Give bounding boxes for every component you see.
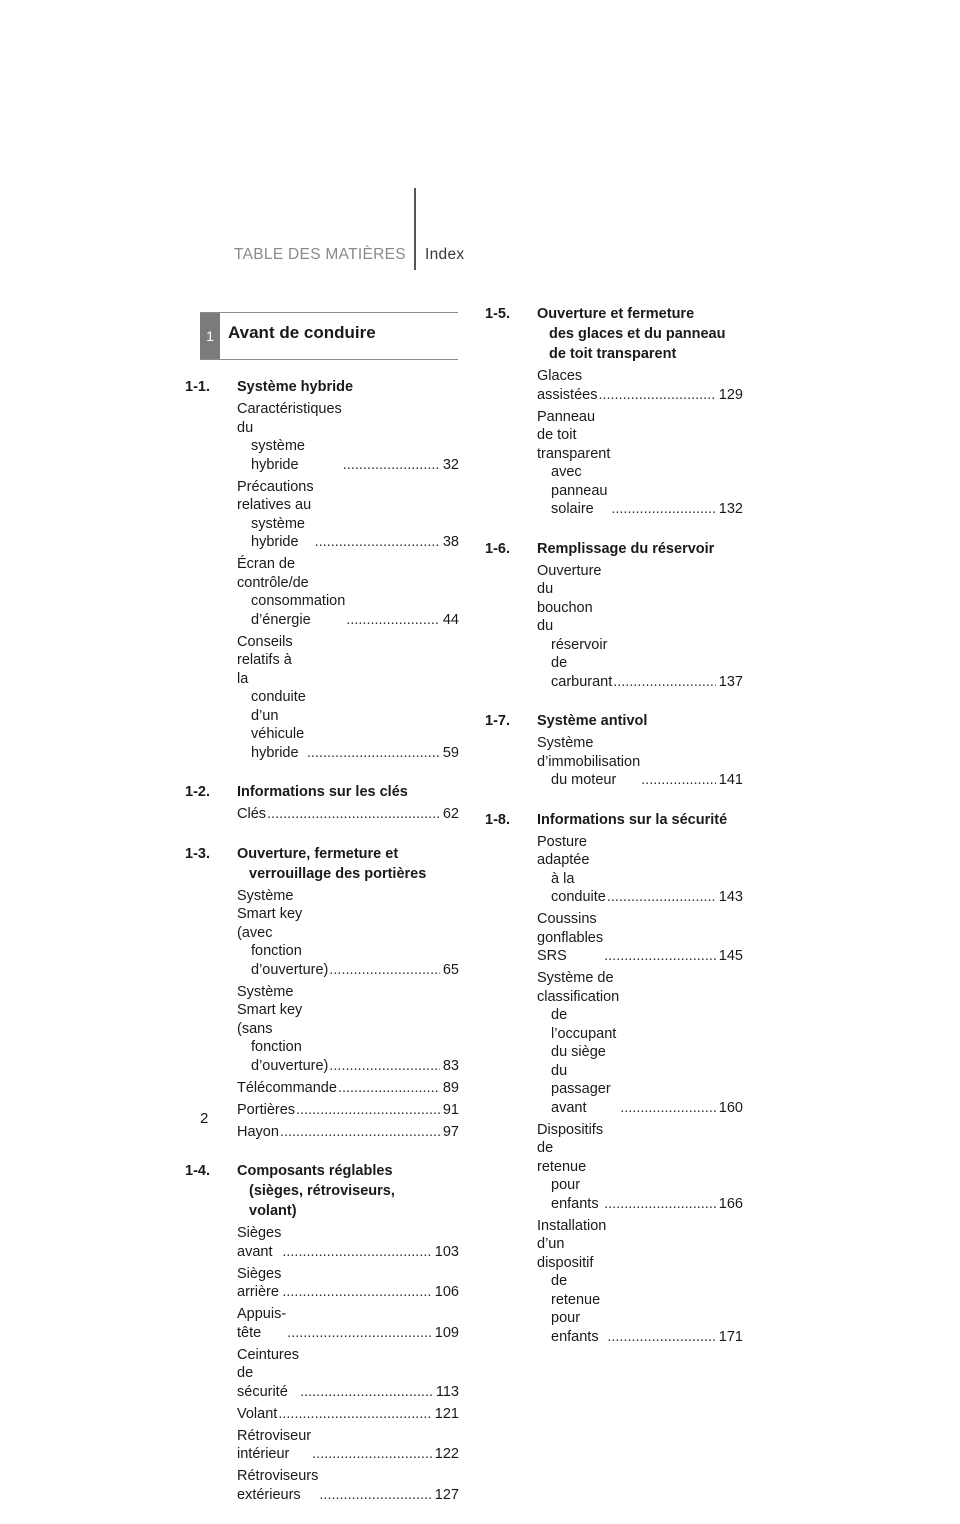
entry-line: Conseils relatifs à la: [237, 633, 293, 687]
dot-leader: [306, 744, 440, 763]
dot-leader: [314, 533, 440, 552]
entry-line: de retenue pour enfants: [551, 1273, 601, 1345]
toc-entry[interactable]: [237, 1079, 459, 1098]
section-title: Informations sur la sécurité: [537, 811, 728, 828]
section-title: Ouverture, fermeture et verrouillage des portières: [237, 845, 427, 882]
toc-entry[interactable]: [237, 1467, 459, 1504]
section-heading: [485, 304, 743, 364]
toc-entry[interactable]: [537, 1217, 743, 1347]
dot-leader: [610, 500, 715, 519]
section-number: 1-7.: [485, 713, 510, 729]
dot-leader: [286, 1324, 432, 1343]
dot-leader: [337, 1079, 440, 1098]
entry-page-number: 103: [434, 1243, 459, 1260]
toc-entry[interactable]: [237, 1123, 459, 1142]
section-title: Informations sur les clés: [237, 784, 408, 800]
section-heading: [185, 377, 459, 397]
entry-line: Volant: [237, 1405, 278, 1422]
toc-section: [185, 377, 459, 762]
entry-title: [237, 1305, 286, 1342]
dot-leader: [603, 1195, 716, 1214]
toc-entry[interactable]: [237, 400, 459, 474]
dot-leader: [606, 1328, 715, 1347]
toc-entry[interactable]: [537, 367, 743, 404]
entry-line: Ceintures de sécurité: [237, 1346, 300, 1400]
dot-leader: [606, 888, 716, 907]
entry-title: [537, 969, 619, 1117]
entry-line: Clés: [237, 806, 267, 822]
entry-title: [537, 1121, 603, 1214]
entry-title: [237, 1467, 318, 1504]
toc-section: [185, 1161, 459, 1504]
page-number: 2: [200, 1110, 209, 1127]
toc-entry[interactable]: [237, 1305, 459, 1342]
entry-title: [237, 1346, 299, 1402]
entry-line: hybride: [251, 744, 299, 761]
section-number: 1-8.: [485, 811, 510, 828]
section-number: 1-6.: [485, 540, 510, 557]
entry-line: conduite d’un véhicule: [251, 689, 306, 742]
entry-title: [237, 1427, 311, 1464]
section-heading: [185, 1161, 459, 1221]
toc-link[interactable]: TABLE DES MATIÈRES: [234, 246, 406, 263]
chapter-number: 1: [200, 313, 220, 359]
dot-leader: [597, 386, 715, 405]
toc-column-right: [485, 304, 743, 1366]
entry-line: Télécommande: [237, 1079, 337, 1096]
entry-page-number: 109: [434, 1324, 459, 1341]
header-divider: [414, 188, 416, 270]
entry-title: [537, 734, 640, 790]
entry-page-number: 137: [718, 673, 743, 690]
dot-leader: [345, 611, 440, 630]
toc-entry[interactable]: [237, 983, 459, 1076]
toc-section: [485, 304, 743, 519]
entry-line: Rétroviseurs extérieurs: [237, 1468, 319, 1503]
entry-line: système hybride: [251, 515, 305, 550]
toc-section: [485, 810, 743, 1347]
toc-entry[interactable]: [537, 833, 743, 907]
toc-entry[interactable]: [537, 969, 743, 1117]
dot-leader: [281, 1283, 431, 1302]
entry-title: [537, 1217, 606, 1347]
entry-title: [237, 1405, 277, 1424]
toc-entry[interactable]: [237, 1101, 459, 1120]
entry-page-number: 160: [718, 1099, 743, 1116]
section-heading: [485, 539, 743, 559]
entry-line: pour enfants: [551, 1177, 599, 1212]
entry-line: fonction d’ouverture): [251, 1039, 329, 1074]
entry-title: [237, 633, 306, 763]
entry-title: [237, 478, 314, 552]
section-number: 1-3.: [185, 845, 210, 862]
entry-line: système hybride: [251, 438, 305, 473]
entry-page-number: 127: [434, 1486, 459, 1503]
toc-entry[interactable]: [237, 1405, 459, 1424]
section-heading: [185, 782, 459, 802]
chapter-heading: [200, 312, 458, 360]
entry-line: Portières: [237, 1101, 296, 1118]
entry-line: Système Smart key (sans: [237, 983, 303, 1037]
entry-line: Glaces assistées: [537, 368, 598, 403]
entry-line: Dispositifs de retenue: [537, 1121, 604, 1175]
entry-page-number: 141: [718, 772, 743, 788]
toc-entry[interactable]: [237, 1224, 459, 1261]
entry-page-number: 59: [442, 744, 459, 761]
dot-leader: [266, 805, 440, 824]
entry-line: Posture adaptée: [537, 833, 590, 868]
entry-title: [237, 1265, 281, 1302]
entry-title: [237, 1079, 337, 1098]
entry-line: Ouverture du bouchon du: [537, 562, 602, 634]
toc-entry[interactable]: [537, 910, 743, 966]
entry-page-number: 129: [718, 386, 743, 403]
section-title: Composants réglables (sièges, rétroviseurs, volant): [237, 1163, 395, 1219]
entry-line: du passager avant: [551, 1062, 611, 1116]
entry-title: [237, 1101, 295, 1120]
entry-line: Hayon: [237, 1123, 279, 1140]
dot-leader: [640, 771, 716, 790]
entry-page-number: 65: [442, 961, 459, 978]
entry-page-number: 171: [718, 1328, 743, 1345]
toc-entry[interactable]: [237, 633, 459, 763]
entry-line: Coussins gonflables SRS: [537, 911, 604, 964]
dot-leader: [279, 1123, 440, 1142]
dot-leader: [342, 456, 440, 475]
toc-entry[interactable]: [537, 408, 743, 519]
section-heading: [485, 810, 743, 830]
entry-line: Sièges avant: [237, 1225, 282, 1260]
toc-column-left: [185, 377, 459, 1524]
toc-entry[interactable]: [537, 1121, 743, 1214]
entry-page-number: 62: [442, 806, 459, 822]
dot-leader: [299, 1383, 433, 1402]
toc-section: [185, 844, 459, 1142]
entry-line: Système Smart key (avec: [237, 887, 303, 941]
entry-page-number: 143: [718, 889, 743, 905]
section-title: Système hybride: [237, 379, 354, 395]
entry-line: Sièges arrière: [237, 1265, 282, 1300]
section-heading: [485, 711, 743, 731]
entry-page-number: 91: [442, 1101, 459, 1118]
section-number: 1-1.: [185, 379, 210, 395]
entry-title: [537, 833, 606, 907]
section-title: Ouverture et fermeture des glaces et du panneau de toit transparent: [537, 306, 726, 362]
entry-page-number: 44: [442, 611, 459, 628]
entry-title: [537, 910, 603, 966]
entry-line: du moteur: [551, 772, 617, 788]
toc-entry[interactable]: [237, 555, 459, 629]
dot-leader: [277, 1405, 431, 1424]
toc-entry[interactable]: [237, 1346, 459, 1402]
entry-page-number: 166: [718, 1195, 743, 1212]
dot-leader: [281, 1243, 431, 1262]
entry-line: Caractéristiques du: [237, 401, 342, 436]
section-heading: [185, 844, 459, 884]
entry-line: de l’occupant du siège: [551, 1007, 617, 1060]
toc-entry[interactable]: [537, 562, 743, 692]
entry-page-number: 122: [434, 1446, 459, 1462]
toc-entry[interactable]: [237, 1265, 459, 1302]
entry-title: [537, 408, 610, 519]
dot-leader: [311, 1445, 432, 1464]
entry-title: [237, 400, 342, 474]
entry-line: Système d’immobilisation: [537, 735, 641, 770]
entry-page-number: 97: [442, 1123, 459, 1140]
entry-title: [237, 1123, 279, 1142]
entry-line: réservoir de carburant: [551, 636, 613, 690]
dot-leader: [619, 1099, 716, 1118]
dot-leader: [603, 947, 716, 966]
entry-line: avec panneau solaire: [551, 464, 608, 517]
section-number: 1-5.: [485, 306, 510, 322]
toc-section: [485, 711, 743, 790]
dot-leader: [295, 1101, 440, 1120]
entry-line: Écran de contrôle/de: [237, 556, 309, 591]
entry-line: Appuis-tête: [237, 1306, 287, 1341]
toc-entry[interactable]: [237, 1427, 459, 1464]
entry-title: [237, 1224, 281, 1261]
entry-page-number: 89: [442, 1079, 459, 1096]
entry-page-number: 145: [718, 948, 743, 964]
entry-page-number: 121: [434, 1405, 459, 1422]
entry-line: consommation d’énergie: [251, 593, 346, 628]
entry-line: Installation d’un dispositif: [537, 1217, 607, 1271]
entry-line: Rétroviseur intérieur: [237, 1427, 312, 1462]
entry-line: Précautions relatives au: [237, 478, 314, 513]
entry-title: [537, 562, 612, 692]
section-title: Remplissage du réservoir: [537, 540, 715, 557]
entry-title: [537, 367, 597, 404]
entry-title: [237, 805, 266, 824]
section-number: 1-4.: [185, 1163, 210, 1179]
entry-line: Panneau de toit transparent: [537, 408, 611, 462]
toc-entry[interactable]: [237, 887, 459, 980]
toc-section: [485, 539, 743, 692]
entry-title: [237, 983, 328, 1076]
dot-leader: [328, 961, 440, 980]
entry-line: Système de classification: [537, 970, 620, 1005]
toc-section: [185, 782, 459, 824]
index-link[interactable]: Index: [425, 246, 465, 263]
entry-title: [237, 555, 345, 629]
entry-page-number: 32: [442, 456, 459, 473]
toc-entry[interactable]: [237, 805, 459, 824]
entry-title: [237, 887, 328, 980]
entry-line: à la conduite: [551, 870, 606, 905]
entry-line: fonction d’ouverture): [251, 943, 329, 978]
dot-leader: [318, 1486, 431, 1505]
entry-page-number: 113: [435, 1383, 459, 1400]
section-number: 1-2.: [185, 784, 210, 800]
entry-page-number: 106: [434, 1284, 459, 1300]
entry-page-number: 38: [442, 534, 459, 550]
section-title: Système antivol: [537, 713, 648, 729]
dot-leader: [328, 1057, 440, 1076]
entry-page-number: 83: [442, 1057, 459, 1074]
entry-page-number: 132: [718, 501, 743, 517]
dot-leader: [612, 673, 716, 692]
toc-entry[interactable]: [537, 734, 743, 790]
chapter-title: Avant de conduire: [228, 323, 376, 342]
toc-entry[interactable]: [237, 478, 459, 552]
